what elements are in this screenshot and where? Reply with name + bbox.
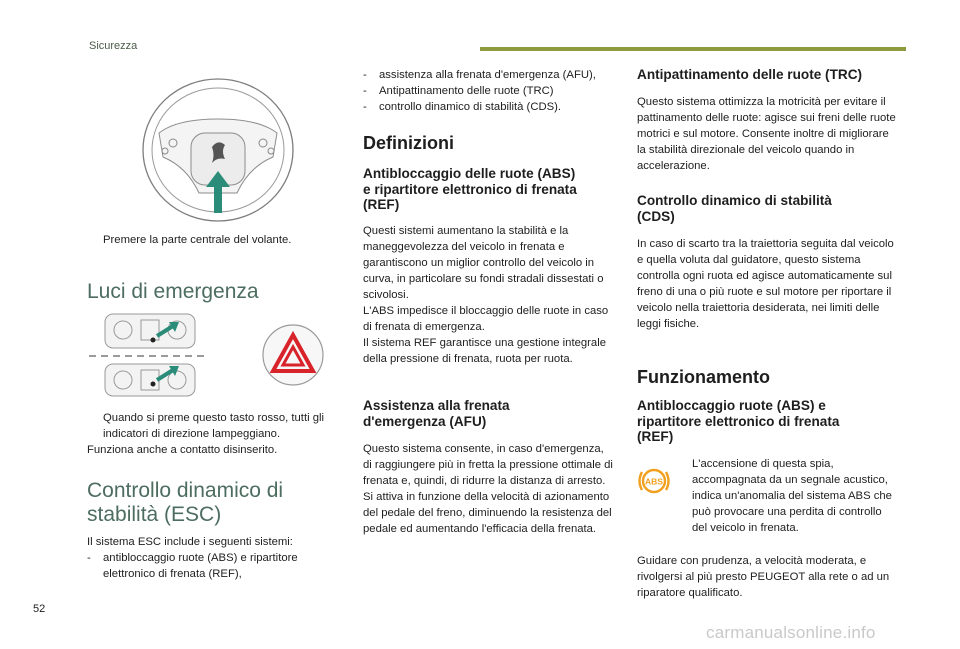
abs-paragraph: Il sistema REF garantisce una gestione integrale della pressione di frenata, ruota per ruota. (363, 337, 607, 365)
definitions-heading: Definizioni (363, 133, 454, 153)
steering-caption: Premere la parte centrale del volante. (103, 234, 292, 246)
hazard-bullet: Quando si preme questo tasto rosso, tutti gli indicatori di direzione lampeggiano. (103, 412, 325, 440)
afu-heading: Assistenza alla frenata d'emergenza (AFU) (363, 398, 510, 429)
hazard-button-illustration (261, 323, 325, 387)
section-accent-bar (480, 47, 906, 51)
abs-paragraph: L'ABS impedisce il bloccaggio delle ruote in caso di frenata di emergenza. (363, 305, 609, 333)
functioning-heading: Funzionamento (637, 367, 770, 387)
esc-list-item: - controllo dinamico di stabilità (CDS). (363, 101, 562, 113)
abs-advice-paragraph: Guidare con prudenza, a velocità moderata, e rivolgersi al più presto PEUGEOT alla rete o ad un riparatore qualificato. (637, 555, 890, 599)
esc-heading: Controllo dinamico di stabilità (ESC) (87, 479, 284, 526)
afu-paragraph: Questo sistema consente, in caso d'emergenza, di raggiungere più in fretta la pressione ottimale di frenata e, quindi, di ridurre la distanza di arresto. (363, 443, 613, 487)
page-number: 52 (33, 603, 46, 615)
watermark: carmanualsonline.info (706, 623, 876, 642)
cds-heading: Controllo dinamico di stabilità (CDS) (637, 193, 832, 224)
abs-warning-lamp-icon (636, 463, 672, 499)
abs-functioning-heading: Antibloccaggio ruote (ABS) e ripartitore elettronico di frenata (REF) (637, 398, 840, 444)
afu-paragraph: Si attiva in funzione della velocità di azionamento del pedale del freno, diminuendo la resistenza del pedale ed aumentando l'efficacia della frenata. (363, 491, 612, 535)
esc-list-item: - Antipattinamento delle ruote (TRC) (363, 85, 554, 97)
dashboard-illustration (87, 310, 211, 398)
abs-lamp-paragraph: L'accensione di questa spia, accompagnata da un segnale acustico, indica un'anomalia del sistema ABS che può provocare una perdita di controllo del veicolo in frenata. (692, 458, 892, 534)
hazard-lights-heading: Luci di emergenza (87, 280, 259, 303)
esc-list-item: - assistenza alla frenata d'emergenza (AFU), (363, 69, 596, 81)
cds-paragraph: In caso di scarto tra la traiettoria seguita dal veicolo e quella voluta dal guidatore, questo sistema controlla ogni ruota ed agisce automaticamente sul freno di una o più ruote e sul motore per riportare il veicolo nella traiettoria desiderata, nei limiti delle leggi fisiche. (637, 238, 894, 330)
section-title: Sicurezza (89, 40, 138, 52)
esc-intro: Il sistema ESC include i seguenti sistemi: (87, 536, 293, 548)
abs-paragraph: Questi sistemi aumentano la stabilità e la maneggevolezza del veicolo in frenata e garantiscono un miglior controllo del veicolo in curva, in particolare su fondi stradali dissestati o scivolosi. (363, 225, 604, 301)
trc-heading: Antipattinamento delle ruote (TRC) (637, 67, 863, 82)
trc-paragraph: Questo sistema ottimizza la motricità per evitare il pattinamento delle ruote: agisce sui freni delle ruote motrici e sul motore. Consente inoltre di migliorare la stabilità direzionale del veicolo quando in accelerazione. (637, 96, 896, 172)
abs-lamp-label: ABS (645, 476, 663, 487)
abs-definition-heading: Antibloccaggio delle ruote (ABS) e ripartitore elettronico di frenata (REF) (363, 166, 577, 212)
hazard-note: Funziona anche a contatto disinserito. (87, 444, 278, 456)
esc-list-item: - antibloccaggio ruote (ABS) e ripartitore elettronico di frenata (REF), (87, 552, 298, 580)
steering-wheel-illustration (137, 75, 299, 225)
